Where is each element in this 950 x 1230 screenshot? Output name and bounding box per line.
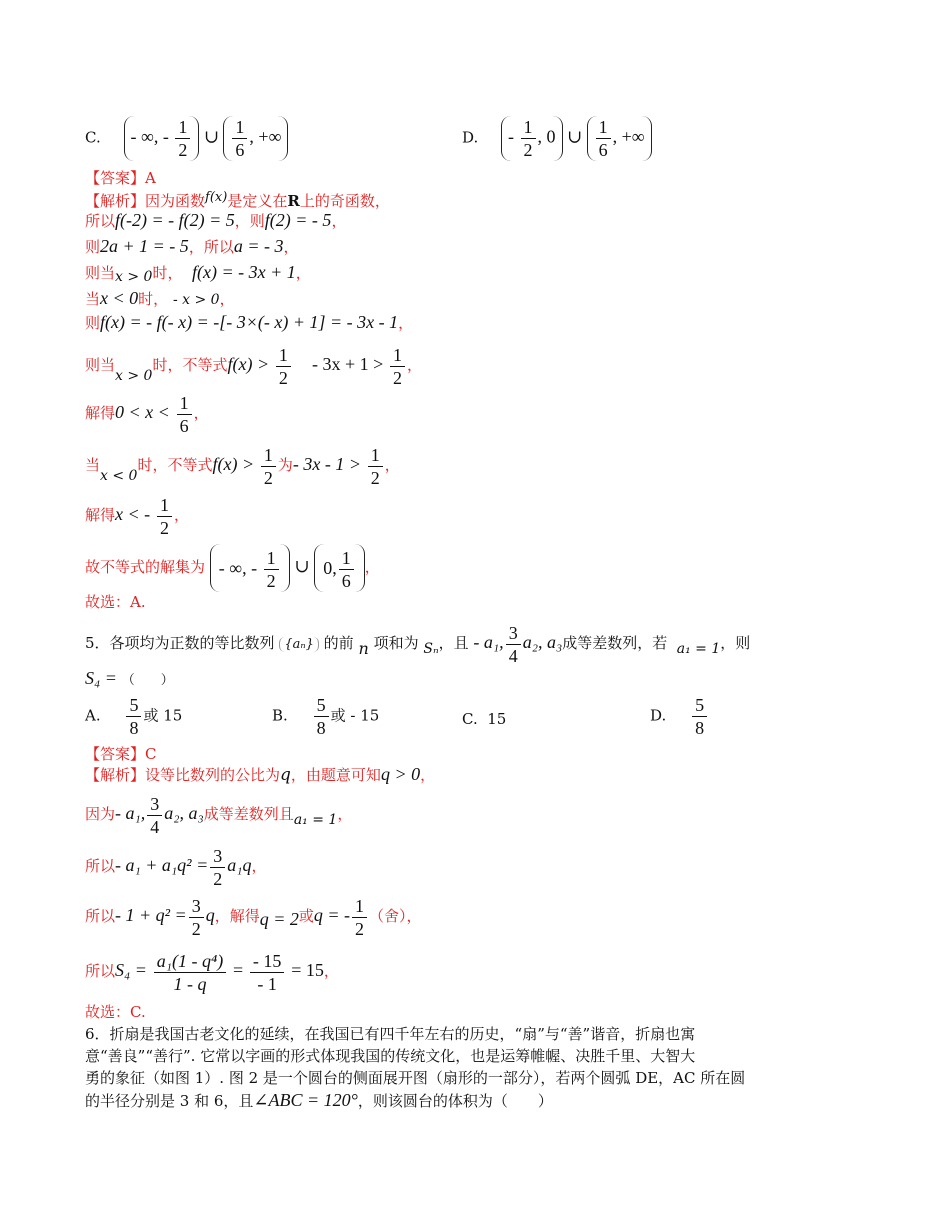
q4-solution-line-1: 【解析】因为函数f(x)是定义在R上的奇函数，	[85, 190, 390, 210]
option-label: C.	[85, 128, 101, 147]
q4-solution-line-2: 所以f(-2) = - f(2) = 5，则f(2) = - 5，	[85, 210, 347, 230]
q4-solution-line-6: 则f(x) = - f(- x) = -[- 3×(- x) + 1] = - 3x - 1，	[85, 312, 414, 332]
q4-solution-line-9: 当x < 0时，不等式f(x) > $\frac{1}{2}$ 为- 3x - 1 > $\frac{1}{2}$ ，	[85, 444, 400, 488]
q5-answer: 【答案】C	[85, 745, 157, 763]
q4-solution-line-8: 解得0 < x < $\frac{1}{6}$ ，	[85, 392, 209, 436]
q4-answer: 【答案】A	[85, 169, 156, 187]
q5-solution-line-6: 故选：C.	[85, 1003, 146, 1021]
q5-option-b: B. $\frac{5}{8}$ 或 - 15	[272, 695, 380, 738]
q4-solution-line-10: 解得x < - $\frac{1}{2}$ ，	[85, 494, 189, 538]
q6-stem-line-2: 意“善良”“善行”. 它常以字画的形式体现我国的传统文化，也是运筹帷幄、决胜千里、大智大	[85, 1047, 696, 1065]
q4-solution-line-11: 故不等式的解集为 - ∞, - $\frac{1}{2}$ ∪ 0, $\frac{1}{6}$ ，	[85, 542, 380, 592]
q4-solution-line-5: 当x < 0时， - x > 0，	[85, 288, 235, 308]
q5-solution-line-2: 因为- a₁, $\frac{3}{4}$ a₂, a₃成等差数列且a₁ = 1，	[85, 793, 353, 837]
option-label: D.	[462, 128, 479, 147]
q6-stem-line-1: 6．折扇是我国古老文化的延续，在我国已有四千年左右的历史，“扇”与“善”谐音，折扇也寓	[85, 1025, 696, 1043]
q4-solution-line-7: 则当x > 0时，不等式f(x) > $\frac{1}{2}$ - 3x + 1 > $\frac{1}{2}$ ，	[85, 344, 423, 388]
q5-stem-line-2: S₄ = （ ）	[85, 668, 174, 688]
q5-solution-line-5: 所以S₄ = $\frac{\text{a₁(1 - q⁴)}}{1 - q}$ = $\frac{- 15}{- 1}$ = 15，	[85, 950, 339, 994]
q4-solution-line-12: 故选：A.	[85, 593, 146, 611]
q5-option-d: D. $\frac{5}{8}$	[650, 694, 709, 739]
q4-solution-line-4: 则当x > 0时， f(x) = - 3x + 1，	[85, 262, 311, 285]
q4-solution-line-3: 则2a + 1 = - 5，所以a = - 3，	[85, 236, 299, 256]
q6-stem-line-3: 勇的象征（如图 1）. 图 2 是一个圆台的侧面展开图（扇形的一部分），若两个圆弧 DE，AC 所在圆	[85, 1069, 746, 1087]
q6-stem-line-4: 的半径分别是 3 和 6，且∠ABC = 120°，则该圆台的体积为（ ）	[85, 1090, 553, 1110]
q5-option-c: C. 15	[462, 710, 507, 728]
q5-option-a: A. $\frac{5}{8}$ 或 15	[85, 695, 183, 738]
q5-solution-line-4: 所以- 1 + q² = $\frac{3}{2}$ q，解得q = 2或q = - $\frac{1}{2}$ （舍），	[85, 895, 422, 939]
q5-stem-line-1: 5．各项均为正数的等比数列 {aₙ} 的前 n 项和为 Sₙ，且 - a₁, $\frac{3}{4}$ a₂, a₃成等差数列，若 a₁ = 1，则	[85, 622, 751, 666]
q4-option-c: C. - ∞, - $\frac{1}{2}$ ∪ $\frac{1}{6}$ , +∞	[85, 116, 288, 161]
q4-option-d: D. - $\frac{1}{2}$ , 0 ∪ $\frac{1}{6}$ , +∞	[462, 116, 652, 161]
q5-solution-line-1: 【解析】设等比数列的公比为q，由题意可知q > 0，	[85, 764, 436, 785]
q5-solution-line-3: 所以- a₁ + a₁q² = $\frac{3}{2}$ a₁q，	[85, 845, 267, 889]
